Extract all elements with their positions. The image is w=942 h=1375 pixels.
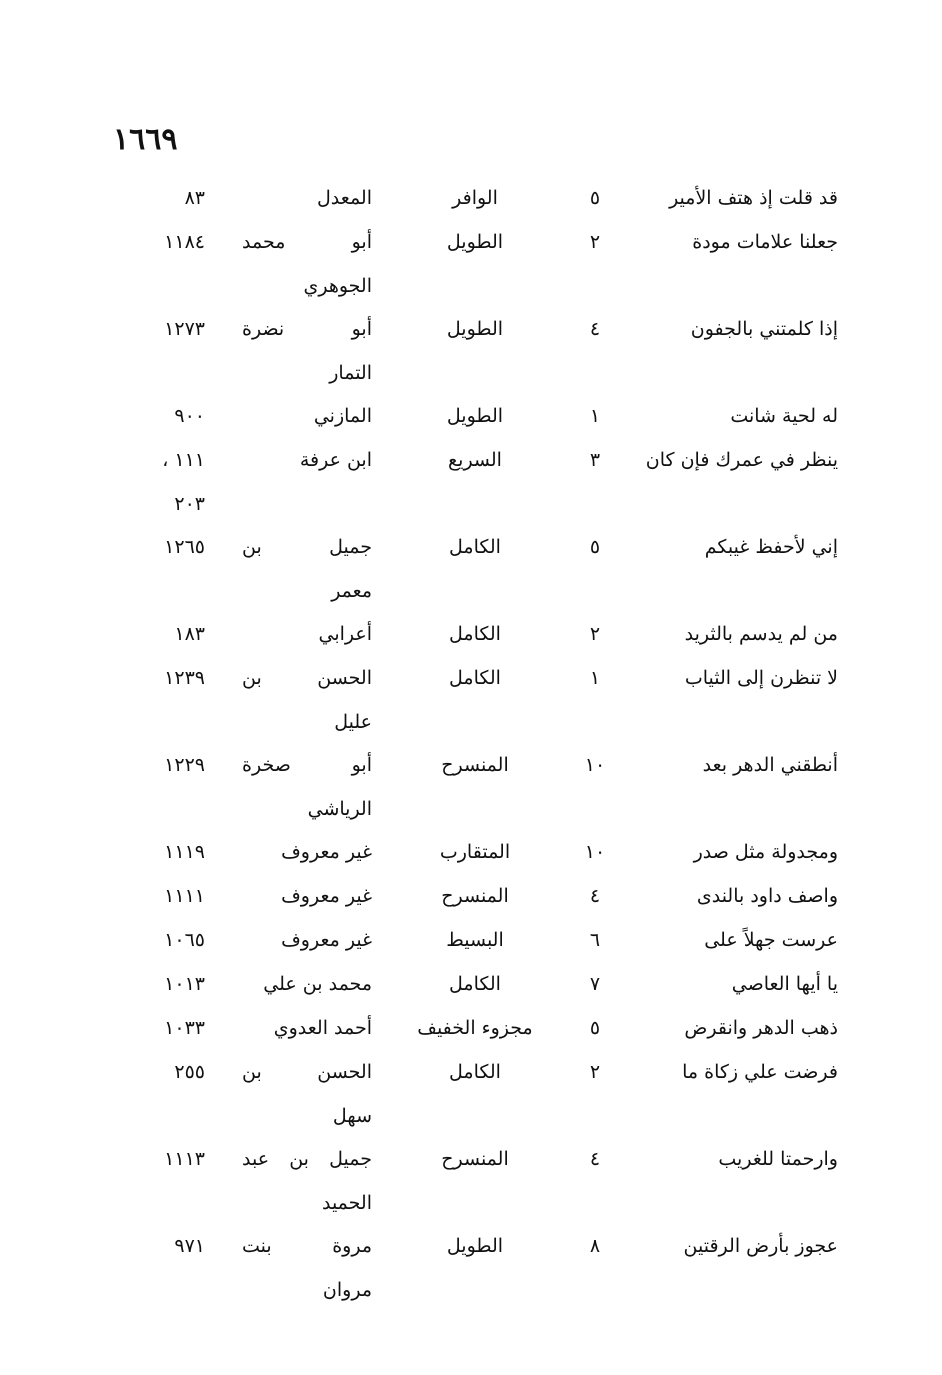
poem-first-words: فرضت علي زكاة ما bbox=[682, 1061, 838, 1083]
page-reference bbox=[115, 962, 205, 1006]
poem-index-table bbox=[0, 176, 942, 1311]
page-reference bbox=[115, 438, 205, 526]
poet-name-line1: غير معروف bbox=[281, 929, 372, 951]
poet-name-line2: الرياشي bbox=[307, 798, 372, 820]
table-row bbox=[0, 1050, 942, 1137]
page-reference bbox=[115, 743, 205, 787]
table-row bbox=[0, 656, 942, 743]
page-reference-line1: ١١١٣ bbox=[164, 1148, 205, 1170]
page-reference bbox=[115, 394, 205, 438]
table-row bbox=[0, 438, 942, 525]
poet-name-line1: غير معروف bbox=[281, 841, 372, 863]
poetic-meter: الطويل bbox=[446, 1235, 504, 1257]
poetic-meter: الكامل bbox=[449, 1061, 501, 1083]
poet-name-line1: جميل بن عبد bbox=[242, 1148, 372, 1170]
poem-first-words: إني لأحفظ غيبكم bbox=[704, 536, 838, 558]
poetic-meter: الكامل bbox=[449, 623, 501, 645]
table-row bbox=[0, 220, 942, 307]
poem-first-words: له لحية شانت bbox=[730, 405, 838, 427]
page-reference-line1: ٢٥٥ bbox=[174, 1061, 205, 1083]
page-reference-line1: ٩٧١ bbox=[174, 1235, 205, 1257]
poetic-meter: الكامل bbox=[449, 973, 501, 995]
page-reference-line1: ١٢٢٩ bbox=[164, 754, 205, 776]
verse-count: ٣ bbox=[589, 449, 601, 471]
poet-name-line2: الجوهري bbox=[303, 275, 372, 297]
poet-name-line1: محمد بن علي bbox=[263, 973, 372, 995]
page-reference-line1: ١١٨٤ bbox=[164, 231, 205, 253]
table-row bbox=[0, 1224, 942, 1311]
poem-first-words: لا تنظرن إلى الثياب bbox=[684, 667, 838, 689]
poet-name-line2: عليل bbox=[334, 711, 372, 733]
poet-name-line2: معمر bbox=[331, 580, 372, 602]
poet-name-line1: أحمد العدوي bbox=[273, 1017, 372, 1039]
poetic-meter: السريع bbox=[448, 449, 502, 471]
table-row bbox=[0, 1006, 942, 1050]
verse-count: ٢ bbox=[589, 623, 601, 645]
poetic-meter: المنسرح bbox=[441, 754, 509, 776]
table-row bbox=[0, 612, 942, 656]
poem-first-words: ذهب الدهر وانقرض bbox=[684, 1017, 838, 1039]
verse-count: ٧ bbox=[589, 973, 601, 995]
page-number: ١٦٦٩ bbox=[113, 122, 178, 157]
poet-name bbox=[242, 1137, 372, 1225]
poem-first-words: ينظر في عمرك فإن كان bbox=[645, 449, 838, 471]
verse-count: ٦ bbox=[589, 929, 601, 951]
verse-count: ٥ bbox=[589, 187, 601, 209]
poem-first-words: ومجدولة مثل صدر bbox=[693, 841, 838, 863]
poet-name-line1: جميل بن bbox=[242, 536, 372, 558]
poet-name bbox=[242, 220, 372, 308]
poet-name-line2: مروان bbox=[322, 1279, 372, 1301]
poem-first-words: قد قلت إذ هتف الأمير bbox=[669, 187, 838, 209]
table-row bbox=[0, 307, 942, 394]
page-reference bbox=[115, 176, 205, 220]
page-reference-line1: ١١١ ، bbox=[162, 449, 205, 471]
poetic-meter: الطويل bbox=[446, 318, 504, 340]
verse-count: ١٠ bbox=[584, 841, 606, 863]
page-reference-line2: ٢٠٣ bbox=[174, 493, 205, 515]
page-reference bbox=[115, 525, 205, 569]
poet-name bbox=[242, 656, 372, 744]
poet-name bbox=[242, 394, 372, 438]
poet-name-line1: الحسن بن bbox=[242, 667, 372, 689]
page-reference bbox=[115, 1006, 205, 1050]
poet-name-line1: ابن عرفة bbox=[299, 449, 372, 471]
page-reference bbox=[115, 1137, 205, 1181]
poet-name bbox=[242, 874, 372, 918]
table-row bbox=[0, 874, 942, 918]
table-row bbox=[0, 918, 942, 962]
poet-name bbox=[242, 1006, 372, 1050]
table-row bbox=[0, 962, 942, 1006]
poet-name bbox=[242, 525, 372, 613]
page-reference bbox=[115, 1050, 205, 1094]
poet-name bbox=[242, 962, 372, 1006]
poet-name-line1: أبو محمد bbox=[242, 231, 372, 253]
poet-name bbox=[242, 743, 372, 831]
poetic-meter: المتقارب bbox=[439, 841, 511, 863]
page-reference bbox=[115, 307, 205, 351]
verse-count: ٥ bbox=[589, 1017, 601, 1039]
poet-name-line1: غير معروف bbox=[281, 885, 372, 907]
poetic-meter: الوافر bbox=[452, 187, 498, 209]
poem-first-words: إذا كلمتني بالجفون bbox=[690, 318, 838, 340]
page-reference-line1: ١٠١٣ bbox=[164, 973, 205, 995]
verse-count: ١٠ bbox=[584, 754, 606, 776]
poet-name bbox=[242, 612, 372, 656]
page-reference bbox=[115, 612, 205, 656]
table-row bbox=[0, 830, 942, 874]
verse-count: ٢ bbox=[589, 231, 601, 253]
poem-first-words: عجوز بأرض الرقتين bbox=[683, 1235, 838, 1257]
poet-name bbox=[242, 307, 372, 395]
page-reference bbox=[115, 1224, 205, 1268]
poem-first-words: جعلنا علامات مودة bbox=[692, 231, 838, 253]
poetic-meter: المنسرح bbox=[441, 885, 509, 907]
verse-count: ١ bbox=[589, 405, 601, 427]
table-row bbox=[0, 394, 942, 438]
poet-name-line2: التمار bbox=[329, 362, 372, 384]
poetic-meter: الكامل bbox=[449, 536, 501, 558]
page-reference bbox=[115, 220, 205, 264]
page-reference-line1: ١٠٣٣ bbox=[164, 1017, 205, 1039]
verse-count: ٤ bbox=[589, 318, 601, 340]
poet-name-line1: المعدل bbox=[317, 187, 372, 209]
poet-name-line2: الحميد bbox=[321, 1192, 372, 1214]
page-reference-line1: ١٢٣٩ bbox=[164, 667, 205, 689]
page-reference bbox=[115, 874, 205, 918]
table-row bbox=[0, 176, 942, 220]
poet-name-line1: أبو نضرة bbox=[242, 318, 372, 340]
poet-name-line1: المازني bbox=[313, 405, 372, 427]
poem-first-words: واصف داود بالندى bbox=[696, 885, 838, 907]
page-reference bbox=[115, 918, 205, 962]
table-row bbox=[0, 743, 942, 830]
verse-count: ٢ bbox=[589, 1061, 601, 1083]
page-reference-line1: ٩٠٠ bbox=[174, 405, 205, 427]
page-reference-line1: ١١١٩ bbox=[164, 841, 205, 863]
verse-count: ٨ bbox=[589, 1235, 601, 1257]
page-reference bbox=[115, 830, 205, 874]
poet-name-line1: أبو صخرة bbox=[242, 754, 372, 776]
poet-name-line1: مروة بنت bbox=[242, 1235, 372, 1257]
poetic-meter: مجزوء الخفيف bbox=[417, 1017, 533, 1039]
page-reference-line1: ١٢٦٥ bbox=[164, 536, 205, 558]
poet-name-line1: الحسن بن bbox=[242, 1061, 372, 1083]
verse-count: ٤ bbox=[589, 885, 601, 907]
table-row bbox=[0, 525, 942, 612]
poetic-meter: الطويل bbox=[446, 405, 504, 427]
page-reference-line1: ٨٣ bbox=[184, 187, 205, 209]
poet-name bbox=[242, 918, 372, 962]
page-reference-line1: ١٨٣ bbox=[174, 623, 205, 645]
page-reference-line1: ١٢٧٣ bbox=[164, 318, 205, 340]
table-row bbox=[0, 1137, 942, 1224]
poetic-meter: المنسرح bbox=[441, 1148, 509, 1170]
page-reference bbox=[115, 656, 205, 700]
poet-name bbox=[242, 176, 372, 220]
poem-first-words: عرست جهلاً على bbox=[704, 929, 838, 951]
poet-name-line1: أعرابي bbox=[318, 623, 372, 645]
poet-name-line2: سهل bbox=[332, 1105, 372, 1127]
poem-first-words: يا أيها العاصي bbox=[731, 973, 838, 995]
verse-count: ٤ bbox=[589, 1148, 601, 1170]
page-reference-line1: ١٠٦٥ bbox=[164, 929, 205, 951]
poet-name bbox=[242, 1050, 372, 1138]
poetic-meter: الطويل bbox=[446, 231, 504, 253]
poetic-meter: البسيط bbox=[446, 929, 504, 951]
page-reference-line1: ١١١١ bbox=[164, 885, 205, 907]
poet-name bbox=[242, 830, 372, 874]
poem-first-words: وارحمتا للغريب bbox=[718, 1148, 838, 1170]
poetic-meter: الكامل bbox=[449, 667, 501, 689]
verse-count: ١ bbox=[589, 667, 601, 689]
poet-name bbox=[242, 438, 372, 482]
poem-first-words: أنطقني الدهر بعد bbox=[702, 754, 838, 776]
verse-count: ٥ bbox=[589, 536, 601, 558]
poem-first-words: من لم يدسم بالثريد bbox=[684, 623, 838, 645]
poet-name bbox=[242, 1224, 372, 1312]
